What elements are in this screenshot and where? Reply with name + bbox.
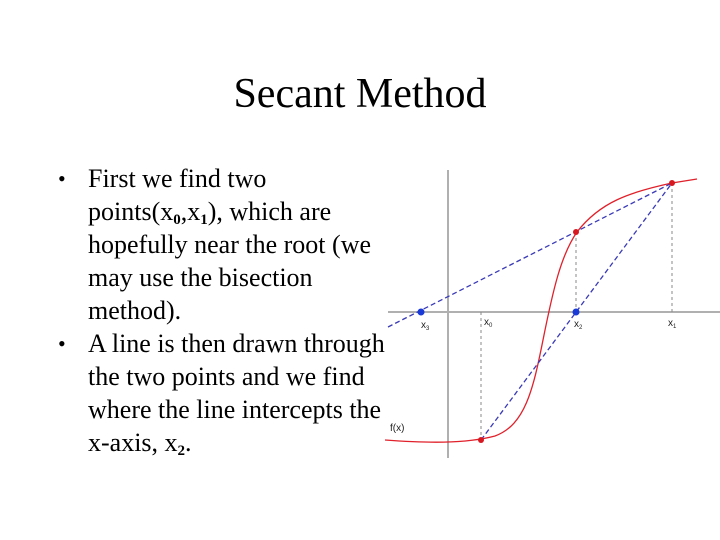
bullet-text: . bbox=[185, 428, 192, 457]
bullet-text: ,x bbox=[180, 197, 201, 226]
bullet-dot-icon: • bbox=[58, 166, 66, 191]
bullet-dot-icon: • bbox=[58, 331, 66, 356]
secant-diagram bbox=[385, 160, 720, 460]
subscript: 0 bbox=[173, 212, 181, 228]
bullet-text: First we find two points(x bbox=[88, 164, 267, 226]
slide-title: Secant Method bbox=[233, 71, 487, 117]
bullet-item-draw-line bbox=[58, 327, 388, 459]
point-x3 bbox=[418, 309, 425, 316]
label-x1: $x_1$ bbox=[668, 318, 677, 330]
label-x3: $x_3$ bbox=[421, 320, 430, 332]
point-on-curve-x0 bbox=[478, 437, 484, 443]
subscript: 1 bbox=[200, 212, 208, 228]
label-x2: $x_2$ bbox=[574, 319, 583, 331]
secant-line-x1-x3 bbox=[388, 183, 672, 327]
subscript: 2 bbox=[177, 443, 186, 459]
label-x0: $x_0$ bbox=[484, 317, 493, 329]
point-x2 bbox=[573, 309, 580, 316]
label-fx: f(x) bbox=[390, 423, 405, 434]
bullet-item-first-points bbox=[58, 162, 388, 327]
point-on-curve-x2 bbox=[573, 229, 579, 235]
bullet-text: A line is then drawn through the two points and we find where the line intercepts the x-axis, x bbox=[88, 329, 385, 457]
function-curve bbox=[385, 179, 697, 442]
bullet-text: ), which are hopefully near the root (we may use the bisection method). bbox=[88, 197, 372, 325]
bullet-list bbox=[58, 162, 388, 459]
point-on-curve-x1 bbox=[669, 180, 675, 186]
